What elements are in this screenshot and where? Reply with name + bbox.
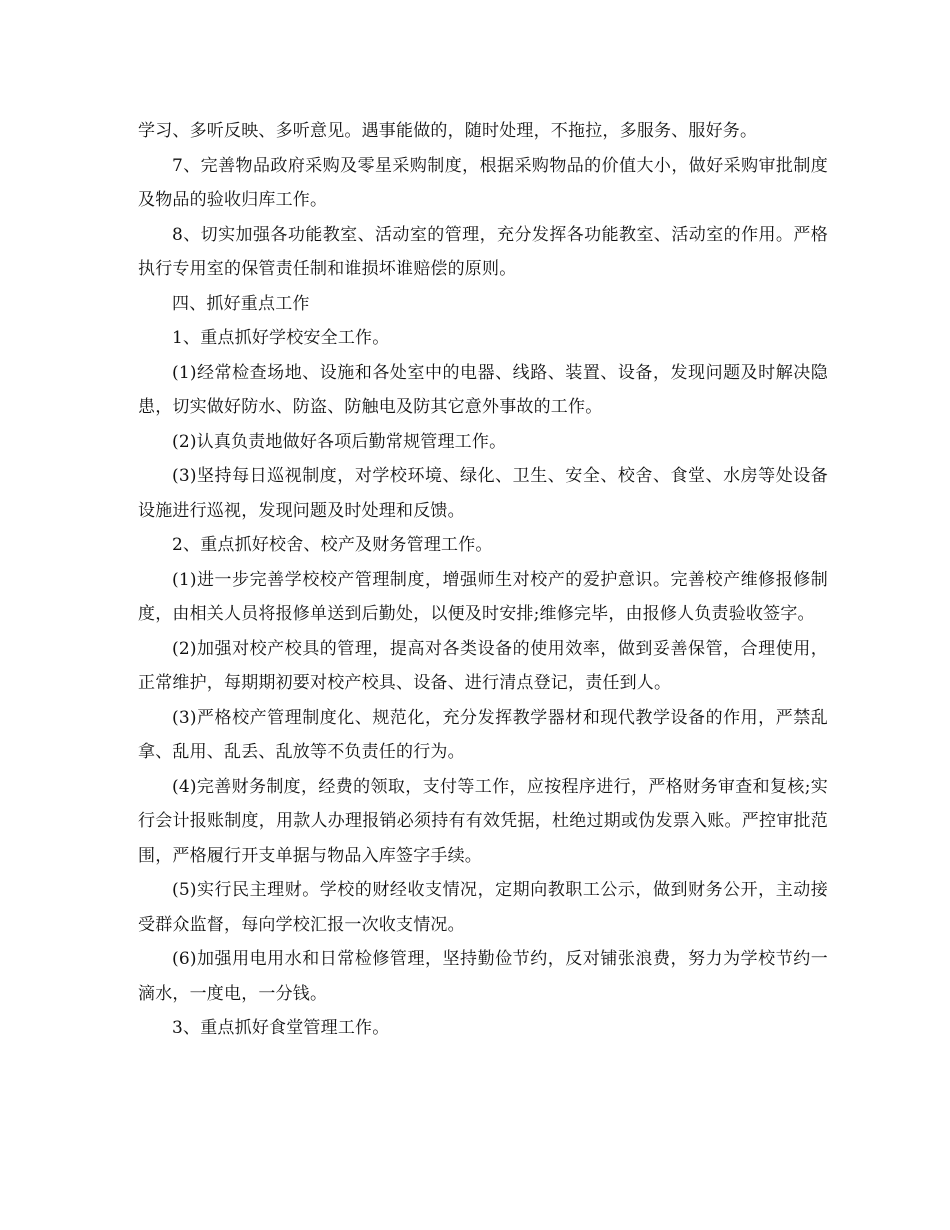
- paragraph: (2)加强对校产校具的管理，提高对各类设备的使用效率，做到妥善保管，合理使用，正常维护，每期期初要对校产校具、设备、进行清点登记，责任到人。: [138, 638, 828, 693]
- document-body: [138, 114, 828, 1046]
- paragraph: 学习、多听反映、多听意见。遇事能做的，随时处理，不拖拉，多服务、服好务。: [138, 121, 758, 141]
- paragraph: 8、切实加强各功能教室、活动室的管理，充分发挥各功能教室、活动室的作用。严格执行专用室的保管责任制和谁损坏谁赔偿的原则。: [138, 224, 828, 279]
- section-heading: 四、抓好重点工作: [172, 293, 310, 314]
- paragraph: 7、完善物品政府采购及零星采购制度，根据采购物品的价值大小，做好采购审批制度及物品的验收归库工作。: [138, 155, 828, 210]
- paragraph: (6)加强用电用水和日常检修管理，坚持勤俭节约，反对铺张浪费，努力为学校节约一滴水，一度电，一分钱。: [138, 949, 828, 1004]
- paragraph: (5)实行民主理财。学校的财经收支情况，定期向教职工公示，做到财务公开，主动接受群众监督，每向学校汇报一次收支情况。: [138, 880, 828, 935]
- paragraph: (1)经常检查场地、设施和各处室中的电器、线路、装置、设备，发现问题及时解决隐患，切实做好防水、防盗、防触电及防其它意外事故的工作。: [138, 362, 828, 417]
- subsection-heading: 1、重点抓好学校安全工作。: [172, 328, 390, 348]
- paragraph: (2)认真负责地做好各项后勤常规管理工作。: [172, 431, 507, 452]
- paragraph: (3)严格校产管理制度化、规范化，充分发挥教学器材和现代教学设备的作用，严禁乱拿、乱用、乱丢、乱放等不负责任的行为。: [138, 707, 828, 762]
- paragraph: (4)完善财务制度，经费的领取，支付等工作，应按程序进行，严格财务审查和复核;实行会计报账制度，用款人办理报销必须持有有效凭据，杜绝过期或伪发票入账。严控审批范围，严格履行开支单据与物品入库签字手续。: [138, 776, 828, 866]
- paragraph: (1)进一步完善学校校产管理制度，增强师生对校产的爱护意识。完善校产维修报修制度，由相关人员将报修单送到后勤处，以便及时安排;维修完毕，由报修人负责验收签字。: [138, 569, 828, 624]
- subsection-heading: 2、重点抓好校舍、校产及财务管理工作。: [172, 535, 493, 555]
- subsection-heading: 3、重点抓好食堂管理工作。: [172, 1018, 390, 1038]
- paragraph: (3)坚持每日巡视制度，对学校环境、绿化、卫生、安全、校舍、食堂、水房等处设备设施进行巡视，发现问题及时处理和反馈。: [138, 466, 828, 521]
